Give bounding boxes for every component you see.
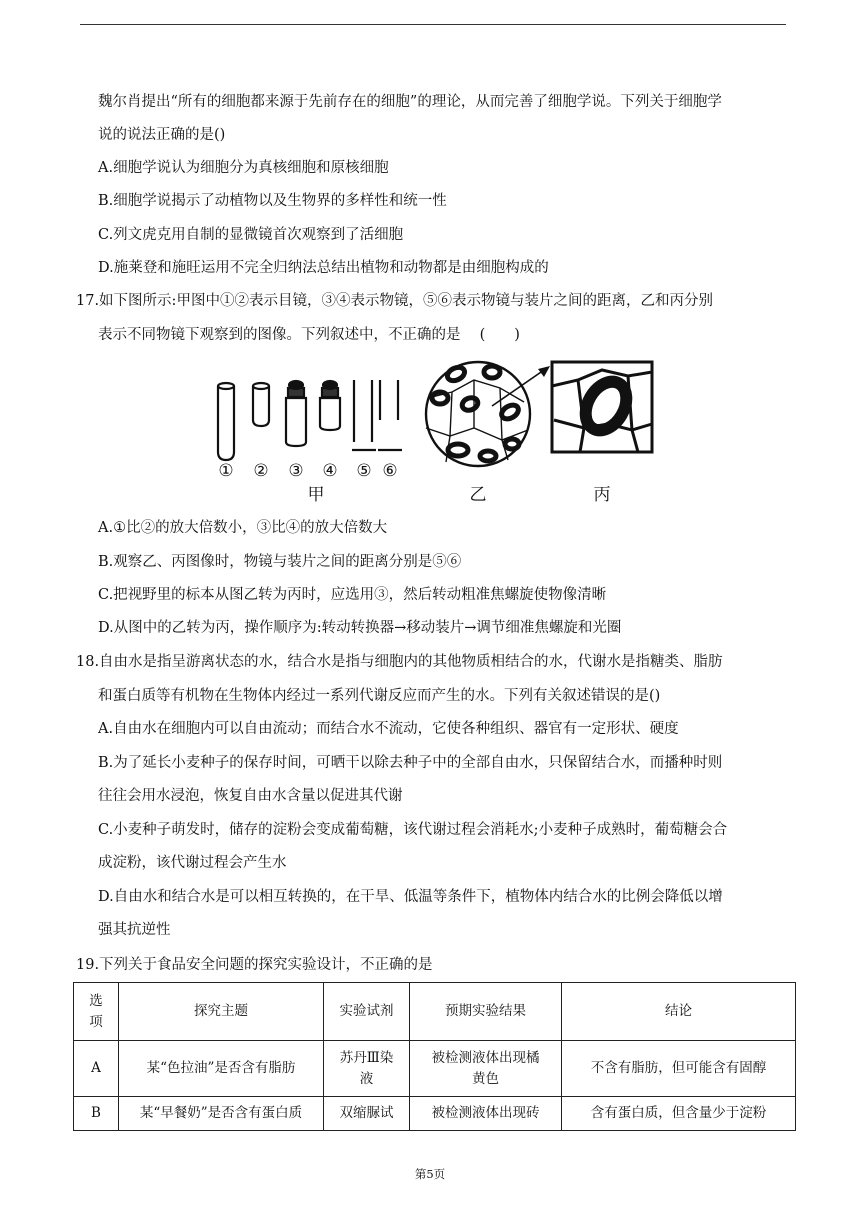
eyepiece-1-icon xyxy=(218,383,234,460)
objective-4-icon xyxy=(320,381,340,430)
q17-option-c: C.把视野里的标本从图乙转为丙时，应选用③，然后转动粗准焦螺旋使物像清晰 xyxy=(98,587,607,603)
cell-conclusion: 含有蛋白质，但含量少于淀粉 xyxy=(562,1097,796,1131)
q18-option-b-line1: B.为了延长小麦种子的保存时间，可晒干以除去种子中的全部自由水，只保留结合水，而播种时则 xyxy=(98,755,723,771)
eyepiece-2-icon xyxy=(253,383,269,426)
cell-conclusion: 不含有脂肪，但可能含有固醇 xyxy=(562,1041,796,1097)
q18-stem-line2: 和蛋白质等有机物在生物体内经过一系列代谢反应而产生的水。下列有关叙述错误的是() xyxy=(98,688,661,704)
lens-label: ② xyxy=(253,461,269,481)
field-view-yi xyxy=(426,362,530,466)
q19-table xyxy=(73,982,796,1131)
cell-reagent: 双缩脲试 xyxy=(324,1097,410,1131)
table-row xyxy=(74,1041,796,1097)
page-number: 第5页 xyxy=(414,1167,446,1181)
q17-option-b: B.观察乙、丙图像时，物镜与装片之间的距离分别是⑤⑥ xyxy=(98,554,462,570)
header-rule xyxy=(80,24,786,25)
q18-option-c-line1: C.小麦种子萌发时，储存的淀粉会变成葡萄糖，该代谢过程会消耗水;小麦种子成熟时，葡萄糖会合 xyxy=(98,822,728,838)
cell-reagent: 苏丹Ⅲ染 液 xyxy=(324,1041,410,1097)
q17-stem-line1: 17.如下图所示:甲图中①②表示目镜，③④表示物镜，⑤⑥表示物镜与装片之间的距离，乙和丙分别 xyxy=(76,293,713,309)
cell-result: 被检测液体出现橘 黄色 xyxy=(410,1041,562,1097)
distance-5-icon xyxy=(352,380,376,450)
cell-option: A xyxy=(74,1041,119,1097)
q18-option-c-line2: 成淀粉，该代谢过程会产生水 xyxy=(98,855,287,871)
q16-stem-line2: 说的说法正确的是() xyxy=(98,127,226,143)
q16-option-d: D.施莱登和施旺运用不完全归纳法总结出植物和动物都是由细胞构成的 xyxy=(98,260,549,276)
table-row xyxy=(74,1097,796,1131)
q18-option-b-line2: 往往会用水浸泡，恢复自由水含量以促进其代谢 xyxy=(98,788,403,804)
objective-3-icon xyxy=(286,381,306,446)
q17-option-a: A.①比②的放大倍数小，③比④的放大倍数大 xyxy=(98,520,388,536)
panel-label: 丙 xyxy=(593,485,611,504)
header-reagent: 实验试剂 xyxy=(324,983,410,1041)
cell-result: 被检测液体出现砖 xyxy=(410,1097,562,1131)
panel-label: 乙 xyxy=(469,485,487,504)
cell-option: B xyxy=(74,1097,119,1131)
q16-option-b: B.细胞学说揭示了动植物以及生物界的多样性和统一性 xyxy=(98,193,447,209)
header-result: 预期实验结果 xyxy=(410,983,562,1041)
q18-option-d-line1: D.自由水和结合水是可以相互转换的，在干旱、低温等条件下，植物体内结合水的比例会降低以增 xyxy=(98,889,723,905)
header-conclusion: 结论 xyxy=(562,983,796,1041)
microscope-figure xyxy=(212,358,662,504)
q18-stem-line1: 18.自由水是指呈游离状态的水，结合水是指与细胞内的其他物质相结合的水，代谢水是指糖类、脂肪 xyxy=(76,654,723,670)
lens-label: ⑥ xyxy=(382,461,398,481)
lens-label: ③ xyxy=(288,461,304,481)
lens-label: ① xyxy=(218,461,234,481)
table-header-row xyxy=(74,983,796,1041)
header-topic: 探究主题 xyxy=(119,983,324,1041)
q16-option-a: A.细胞学说认为细胞分为真核细胞和原核细胞 xyxy=(98,160,389,176)
field-view-bing xyxy=(552,362,652,452)
panel-label: 甲 xyxy=(307,485,325,504)
lens-label: ⑤ xyxy=(356,461,372,481)
q17-option-d: D.从图中的乙转为丙，操作顺序为:转动转换器→移动装片→调节细准焦螺旋和光圈 xyxy=(98,620,622,636)
header-option: 选 项 xyxy=(74,983,119,1041)
q19-stem: 19.下列关于食品安全问题的探究实验设计，不正确的是 xyxy=(76,957,433,973)
q17-stem-line2: 表示不同物镜下观察到的图像。下列叙述中，不正确的是 ( ) xyxy=(98,327,520,343)
q16-stem-line1: 魏尔肖提出“所有的细胞都来源于先前存在的细胞”的理论，从而完善了细胞学说。下列关于细胞学 xyxy=(98,94,722,110)
cell-topic: 某“早餐奶”是否含有蛋白质 xyxy=(119,1097,324,1131)
q18-option-d-line2: 强其抗逆性 xyxy=(98,922,171,938)
cell-topic: 某“色拉油”是否含有脂肪 xyxy=(119,1041,324,1097)
distance-6-icon xyxy=(378,380,402,450)
q18-option-a: A.自由水在细胞内可以自由流动；而结合水不流动，它使各种组织、器官有一定形状、硬度 xyxy=(98,721,679,737)
q16-option-c: C.列文虎克用自制的显微镜首次观察到了活细胞 xyxy=(98,227,404,243)
lens-label: ④ xyxy=(322,461,338,481)
